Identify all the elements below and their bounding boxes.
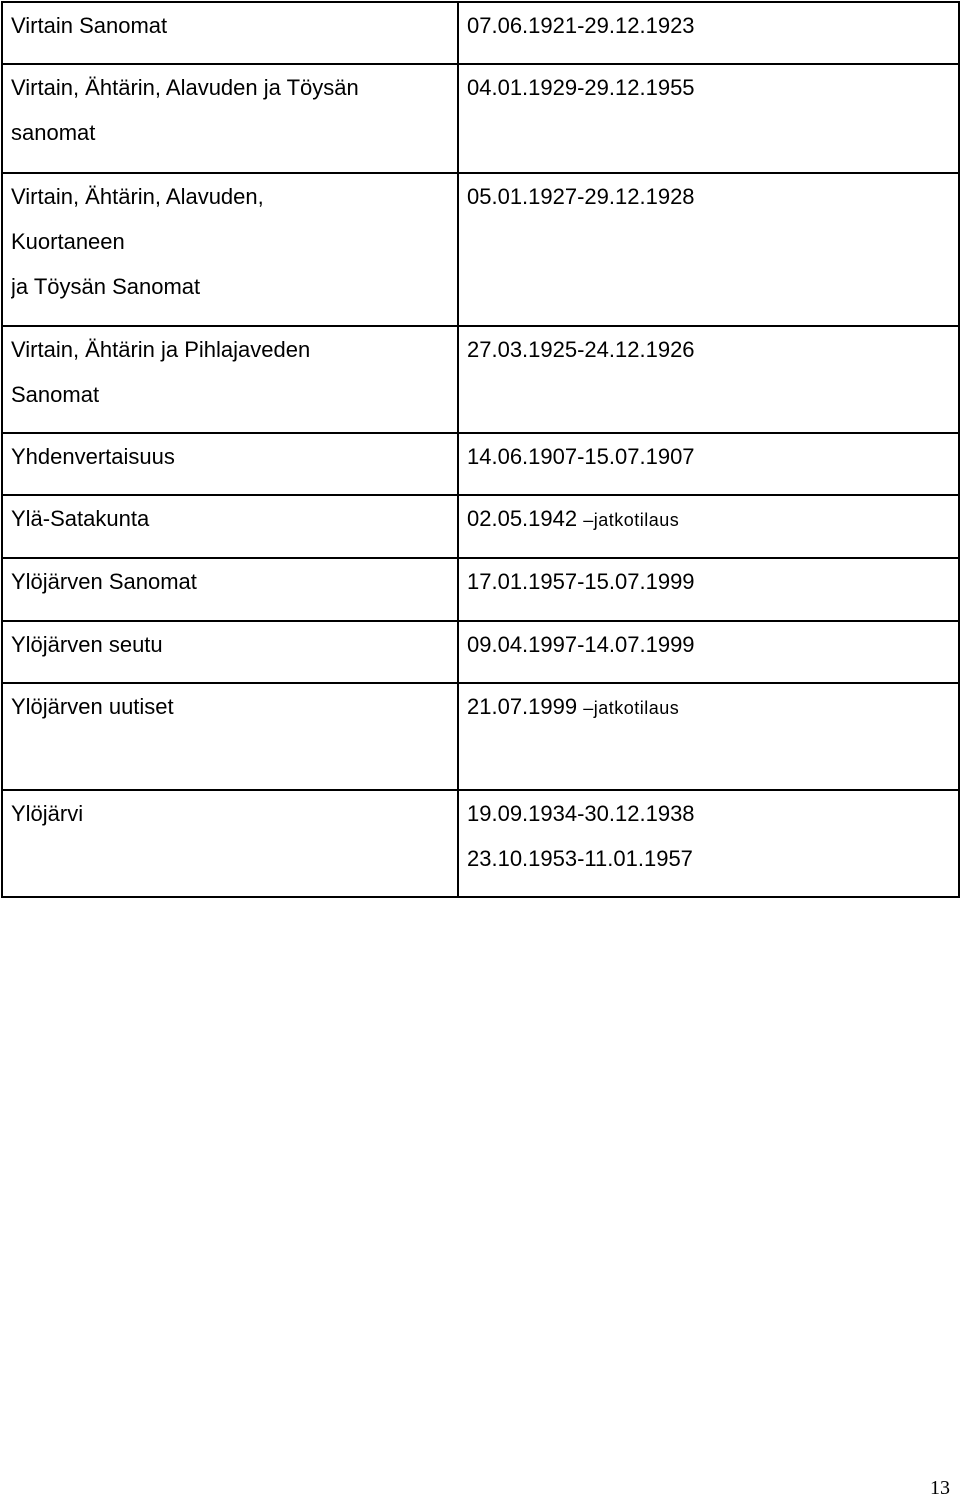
date-range-cell: [458, 433, 959, 495]
table-row: [2, 326, 959, 433]
date-entry: [467, 496, 950, 541]
newspaper-title-line: Virtain, Ähtärin ja Pihlajaveden: [11, 337, 311, 362]
newspaper-title-cell: [2, 495, 458, 558]
page-number: 13: [930, 1477, 950, 1499]
continuation-note: –jatkotilaus: [583, 510, 680, 530]
date-range-cell: [458, 683, 959, 790]
newspaper-title-cell: [2, 790, 458, 897]
newspaper-title-line: Ylöjärven seutu: [11, 632, 163, 657]
date-range: 14.06.1907-15.07.1907: [467, 444, 695, 469]
newspaper-title-cell: [2, 683, 458, 790]
date-range: 04.01.1929-29.12.1955: [467, 75, 695, 100]
newspaper-title-line: Ylöjärven uutiset: [11, 694, 174, 719]
date-range: 21.07.1999: [467, 694, 578, 719]
newspaper-title-line: Virtain Sanomat: [11, 13, 168, 38]
table-row: [2, 2, 959, 64]
date-range-cell: [458, 621, 959, 683]
date-range: 23.10.1953-11.01.1957: [467, 846, 693, 871]
date-range-cell: [458, 326, 959, 433]
date-range: 07.06.1921-29.12.1923: [467, 13, 695, 38]
newspaper-title-line: Ylöjärvi: [11, 801, 84, 826]
date-range: 27.03.1925-24.12.1926: [467, 337, 695, 362]
table-row: [2, 621, 959, 683]
newspaper-title-line: Virtain, Ähtärin, Alavuden,: [11, 184, 264, 209]
table-row: [2, 495, 959, 558]
newspaper-title-cell: [2, 326, 458, 433]
newspaper-title-cell: [2, 621, 458, 683]
table-row: [2, 790, 959, 897]
newspaper-title-line: Virtain, Ähtärin, Alavuden ja Töysän: [11, 75, 359, 100]
newspaper-title-line: Yhdenvertaisuus: [11, 444, 175, 469]
newspaper-title-cell: [2, 558, 458, 621]
date-range-cell: [458, 173, 959, 326]
newspaper-title-line: Sanomat: [11, 382, 100, 407]
date-range-cell: [458, 790, 959, 897]
table-row: [2, 433, 959, 495]
newspaper-title-line: Ylä-Satakunta: [11, 506, 150, 531]
newspaper-title-line: Kuortaneen: [11, 229, 125, 254]
newspaper-holdings-table: [1, 1, 960, 898]
table-row: [2, 64, 959, 173]
date-range: 02.05.1942: [467, 506, 578, 531]
newspaper-title-cell: [2, 2, 458, 64]
table-row: [2, 683, 959, 790]
newspaper-title-line: Ylöjärven Sanomat: [11, 569, 197, 594]
date-range-cell: [458, 558, 959, 621]
date-entry: [467, 684, 950, 729]
table-row: [2, 558, 959, 621]
date-range-cell: [458, 64, 959, 173]
continuation-note: –jatkotilaus: [583, 698, 680, 718]
newspaper-title-line: ja Töysän Sanomat: [11, 274, 201, 299]
date-range: 09.04.1997-14.07.1999: [467, 632, 695, 657]
date-range-cell: [458, 495, 959, 558]
date-range: 17.01.1957-15.07.1999: [467, 569, 695, 594]
date-range-cell: [458, 2, 959, 64]
newspaper-title-line: sanomat: [11, 120, 96, 145]
date-range: 05.01.1927-29.12.1928: [467, 184, 695, 209]
newspaper-title-cell: [2, 433, 458, 495]
newspaper-title-cell: [2, 64, 458, 173]
table-row: [2, 173, 959, 326]
date-range: 19.09.1934-30.12.1938: [467, 801, 695, 826]
newspaper-title-cell: [2, 173, 458, 326]
